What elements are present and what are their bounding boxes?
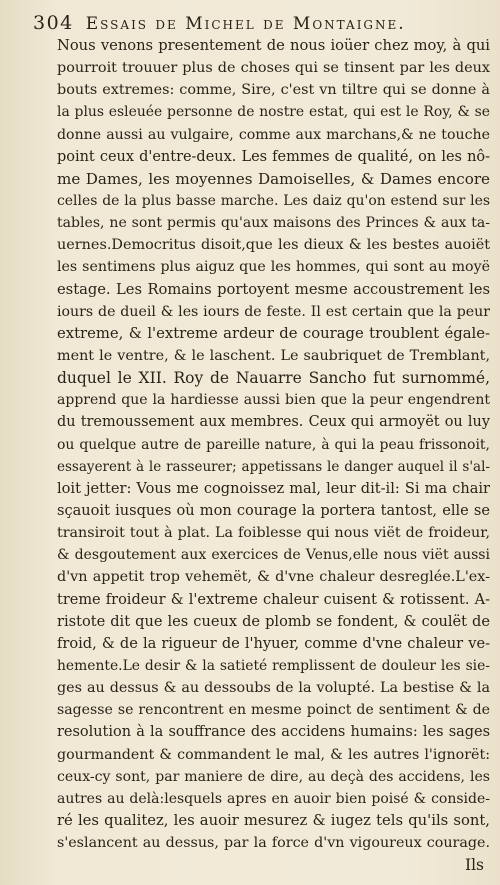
text-line: hemente.Le desir & la satieté remplissent de douleur les sie- — [57, 657, 490, 674]
text-line: sagesse se rencontrent en mesme poinct de sentiment & de — [57, 702, 490, 719]
text-line: froid, & de la rigueur de l'hyuer, comme d'vne chaleur ve- — [57, 634, 490, 652]
text-line: me Dames, les moyennes Damoiselles, & Dames encore — [57, 169, 490, 188]
text-line: ristote dit que les cueux de plomb se fondent, & coulët de — [57, 612, 490, 630]
text-line: du tremoussement aux membres. Ceux qui armoyët ou luy — [57, 414, 490, 431]
text-line: sçauoit iusques où mon courage la portera tantost, elle se — [57, 501, 490, 519]
text-line: extreme, & l'extreme ardeur de courage troublent égale- — [57, 324, 490, 342]
text-line: d'vn appetit trop vehemët, & d'vne chaleur desreglée.L'ex- — [57, 569, 490, 586]
text-line: estage. Les Romains portoyent mesme accoustrement les — [57, 280, 490, 298]
text-line: treme froideur & l'extreme chaleur cuisent & rotissent. A- — [57, 591, 490, 608]
text-line: la plus esleuée personne de nostre estat, qui est le Roy, & se — [57, 104, 490, 121]
text-line: s'eslancent au dessus, par la force d'vn vigoureux courage. — [57, 835, 490, 852]
text-line: loit jetter: Vous me cognoissez mal, leur dit-il: Si ma chair — [57, 479, 490, 497]
text-line: bouts extremes: comme, Sire, c'est vn tiltre qui se donne à — [57, 82, 490, 99]
catchword: Ils — [464, 856, 484, 875]
text-line: Nous venons presentement de nous ioüer chez moy, à qui — [57, 37, 490, 54]
text-line: essayerent à le rasseurer; appetissans le danger auquel il s'al- — [57, 458, 490, 475]
text-line: & desgoutement aux exercices de Venus,elle nous viët aussi — [57, 547, 490, 564]
text-line: celles de la plus basse marche. Les daiz qu'on estend sur les — [57, 192, 490, 209]
text-line: pourroit trouuer plus de choses qui se tinsent par les deux — [57, 60, 490, 77]
text-line: iours de dueil & les iours de feste. Il est certain que la peur — [57, 303, 490, 320]
text-line: tables, ne sont permis qu'aux maisons des Princes & aux ta- — [57, 215, 490, 232]
text-line: point ceux d'entre-deux. Les femmes de qualité, on les nô- — [57, 148, 490, 165]
text-line: ment le ventre, & le laschent. Le saubriquet de Tremblant, — [57, 347, 490, 364]
text-line: donne aussi au vulgaire, comme aux marchans,& ne touche — [57, 126, 490, 143]
text-line: ges au dessus & au dessoubs de la volupté. La bestise & la — [57, 680, 490, 697]
running-title: Essais de Michel de Montaigne. — [85, 14, 406, 34]
text-line: resolution à la souffrance des accidens humains: les sages — [57, 724, 490, 741]
text-line: les sentimens plus aiguz que les hommes, qui sont au moyë — [57, 259, 490, 276]
text-line: uernes.Democritus disoit,que les dieux & les bestes auoiët — [57, 237, 490, 254]
page-number: 304 — [33, 12, 74, 34]
body-text — [57, 35, 490, 876]
text-line: ré les qualitez, les auoir mesurez & iugez tels qu'ils sont, — [57, 811, 490, 829]
text-line: gourmandent & commandent le mal, & les autres l'ignorët: — [57, 746, 490, 763]
text-line: transiroit tout à plat. La foiblesse qui nous viët de froideur, — [57, 525, 490, 542]
text-line: apprend que la hardiesse aussi bien que la peur engendrent — [57, 392, 490, 409]
text-line: ou quelque autre de pareille nature, à qui la peau frissonoit, — [57, 436, 490, 453]
text-line: autres au delà:lesquels apres en auoir bien poisé & conside- — [57, 790, 490, 807]
text-line: ceux-cy sont, par maniere de dire, au deçà des accidens, les — [57, 768, 490, 785]
text-line: duquel le XII. Roy de Nauarre Sancho fut surnommé, — [57, 369, 490, 388]
